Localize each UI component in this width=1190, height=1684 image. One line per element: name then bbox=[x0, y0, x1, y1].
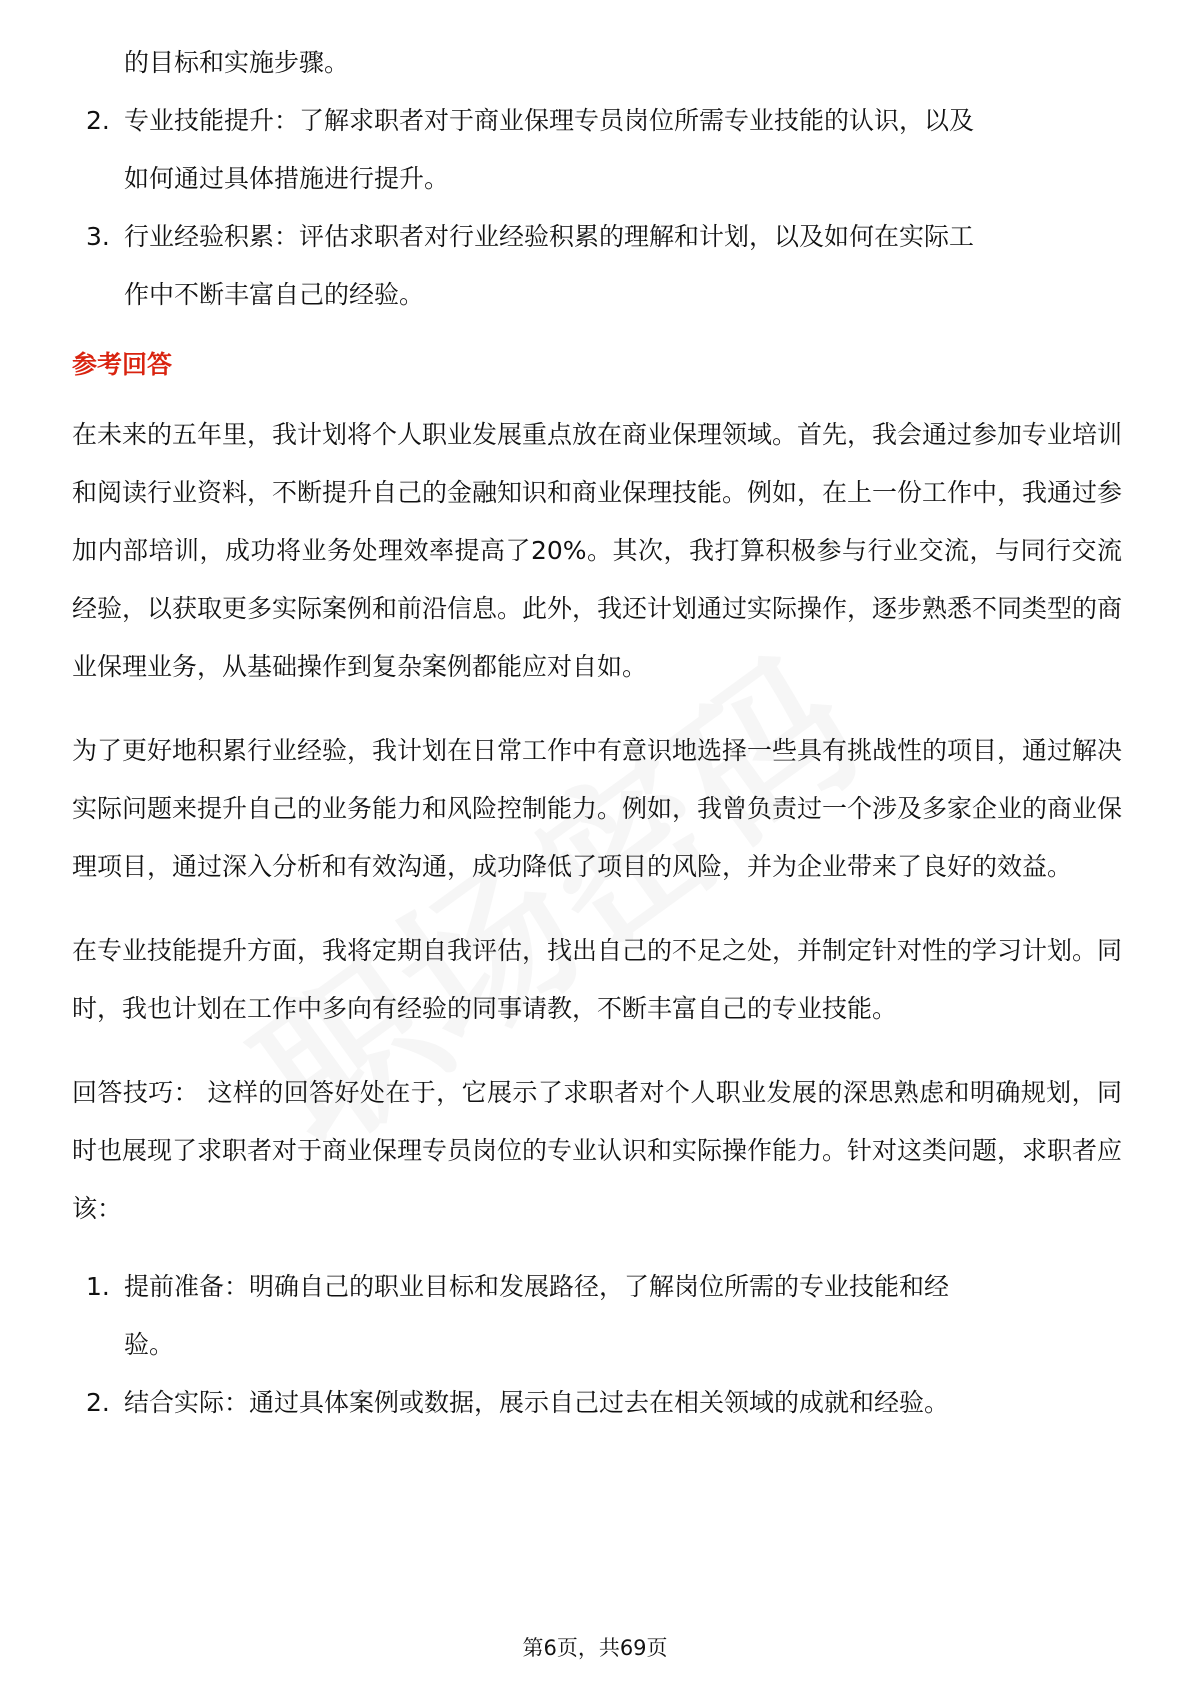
list-item bbox=[72, 92, 1122, 208]
list-item bbox=[72, 208, 1122, 324]
intro-list bbox=[72, 92, 1122, 324]
list-item-line: 行业经验积累：评估求职者对行业经验积累的理解和计划，以及如何在实际工 bbox=[124, 222, 975, 251]
section-heading: 参考回答 bbox=[72, 350, 173, 379]
list-item bbox=[72, 1374, 1122, 1432]
list-item-line: 如何通过具体措施进行提升。 bbox=[124, 164, 450, 193]
paragraph: 在专业技能提升方面，我将定期自我评估，找出自己的不足之处，并制定针对性的学习计划。同时，我也计划在工作中多向有经验的同事请教，不断丰富自己的专业技能。 bbox=[72, 936, 1123, 1023]
list-item-number: 3. bbox=[86, 222, 110, 251]
paragraph-answer-tips: 回答技巧： 这样的回答好处在于，它展示了求职者对个人职业发展的深思熟虑和明确规划，同时也展现了求职者对于商业保理专员岗位的专业认识和实际操作能力。针对这类问题，求职者应该： bbox=[72, 1078, 1123, 1223]
list-item-line: 作中不断丰富自己的经验。 bbox=[124, 280, 425, 309]
tips-list bbox=[72, 1258, 1122, 1432]
page-content bbox=[72, 34, 1122, 1432]
list-item-line: 验。 bbox=[124, 1330, 175, 1359]
list-item-number: 1. bbox=[86, 1272, 110, 1301]
paragraph: 为了更好地积累行业经验，我计划在日常工作中有意识地选择一些具有挑战性的项目，通过解决实际问题来提升自己的业务能力和风险控制能力。例如，我曾负责过一个涉及多家企业的商业保理项目，通过深入分析和有效沟通，成功降低了项目的风险，并为企业带来了良好的效益。 bbox=[72, 736, 1123, 881]
list-item-number: 2. bbox=[86, 1388, 110, 1417]
paragraph: 在未来的五年里，我计划将个人职业发展重点放在商业保理领域。首先，我会通过参加专业培训和阅读行业资料，不断提升自己的金融知识和商业保理技能。例如，在上一份工作中，我通过参加内部培训，成功将业务处理效率提高了20%。其次，我打算积极参与行业交流，与同行交流经验，以获取更多实际案例和前沿信息。此外，我还计划通过实际操作，逐步熟悉不同类型的商业保理业务，从基础操作到复杂案例都能应对自如。 bbox=[72, 420, 1123, 681]
page-footer: 第6页，共69页 bbox=[522, 1636, 668, 1660]
list-item-line: 提前准备：明确自己的职业目标和发展路径，了解岗位所需的专业技能和经 bbox=[124, 1272, 950, 1301]
list-item-line: 结合实际：通过具体案例或数据，展示自己过去在相关领域的成就和经验。 bbox=[124, 1388, 950, 1417]
list-item bbox=[72, 1258, 1122, 1374]
list-item-number: 2. bbox=[86, 106, 110, 135]
list-item-line: 专业技能提升：了解求职者对于商业保理专员岗位所需专业技能的认识，以及 bbox=[124, 106, 975, 135]
list-item-continuation: 的目标和实施步骤。 bbox=[124, 48, 350, 77]
